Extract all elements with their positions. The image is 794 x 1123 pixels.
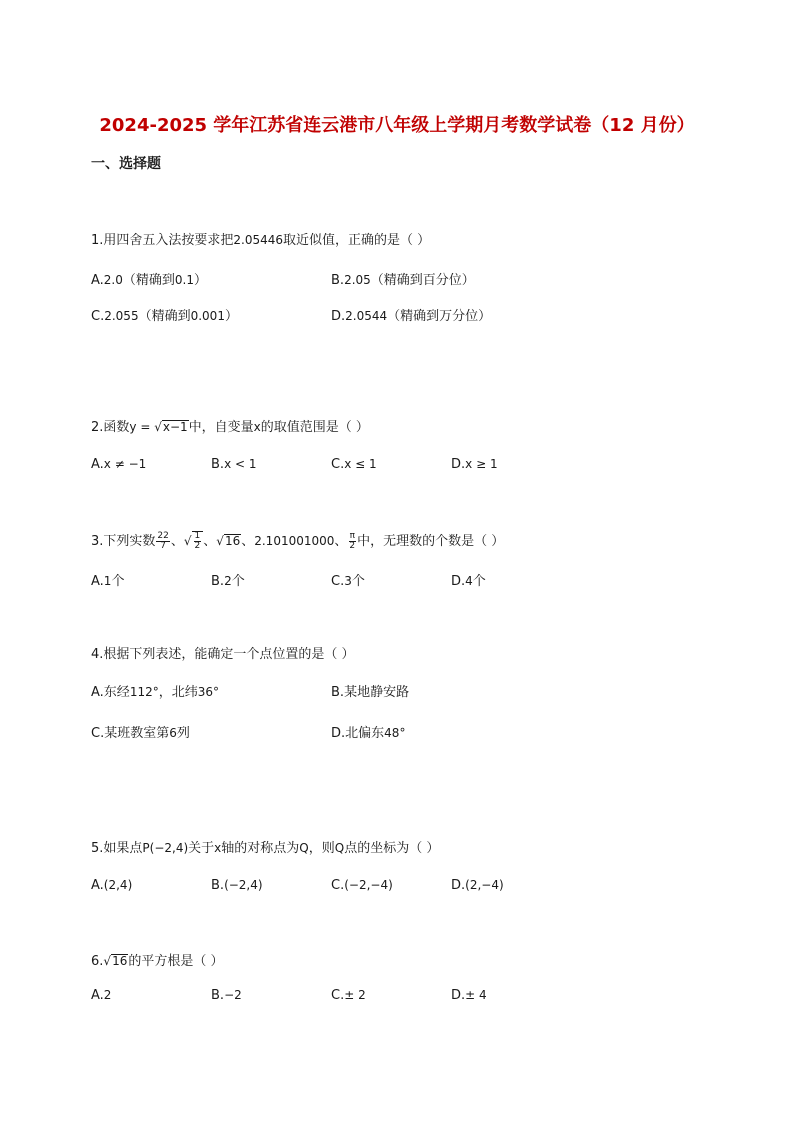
option-unit: 个 — [231, 574, 245, 589]
q2-math-lhs: y = — [129, 420, 155, 434]
fraction-denominator: 2 — [349, 541, 356, 551]
option-letter: D. — [331, 309, 346, 324]
q5-stem-text: 关于 — [188, 841, 215, 856]
q2-stem-prefix: 2.函数 — [91, 420, 130, 435]
question-2: 2.函数y = √x−1中，自变量x的取值范围是（ ） — [91, 420, 369, 435]
q2-radicand: x−1 — [162, 420, 188, 434]
q2-variable: x — [253, 420, 261, 434]
fraction-numerator: π — [349, 531, 355, 541]
separator: 、 — [334, 534, 348, 549]
option-text: 东经 — [103, 685, 130, 700]
q2-option-d[interactable] — [451, 457, 498, 472]
q2-stem-suffix: 的取值范围是（ ） — [260, 420, 369, 435]
q6-option-a[interactable] — [91, 988, 111, 1003]
q5-option-d[interactable] — [451, 878, 504, 893]
q4-option-d[interactable] — [331, 722, 405, 741]
separator: 、 — [170, 534, 184, 549]
separator: 、 — [203, 534, 217, 549]
fraction-numerator: 22 — [157, 531, 169, 541]
root-16: 16 — [224, 534, 241, 548]
q3-option-d[interactable] — [451, 570, 486, 589]
option-letter: C. — [91, 726, 105, 741]
option-value: 2 — [103, 988, 112, 1002]
option-value: 1 — [103, 574, 112, 588]
q5-stem-text: 轴的对称点为 — [221, 841, 300, 856]
q6-stem-prefix: 6. — [91, 954, 104, 969]
option-value: 36° — [197, 685, 220, 699]
root-of-fraction — [192, 531, 204, 551]
q1-option-c[interactable] — [91, 305, 238, 324]
option-text: 北偏东 — [345, 726, 385, 741]
option-note-end: ） — [224, 309, 238, 324]
option-note: （精确到 — [122, 273, 175, 288]
option-value: x ≠ −1 — [103, 457, 147, 471]
option-letter: B. — [211, 988, 225, 1003]
option-letter: D. — [451, 988, 466, 1003]
point-q: Q — [299, 841, 309, 855]
point-p: P(−2,4) — [142, 841, 189, 855]
option-letter: C. — [331, 457, 345, 472]
q1-option-a[interactable] — [91, 269, 207, 288]
option-value: 4 — [465, 574, 473, 588]
option-letter: B. — [331, 273, 345, 288]
q1-option-d[interactable] — [331, 305, 491, 324]
decimal-number: 2.101001000 — [254, 534, 335, 548]
q3-option-c[interactable] — [331, 570, 365, 589]
option-letter: D. — [331, 726, 346, 741]
option-value: x ≥ 1 — [465, 457, 498, 471]
option-text: ，北纬 — [158, 685, 198, 700]
option-letter: C. — [331, 878, 345, 893]
option-value: (2,4) — [103, 878, 133, 892]
q1-stem-value: 2.05446 — [233, 233, 284, 247]
q5-stem-prefix: 5.如果点 — [91, 841, 143, 856]
separator: 、 — [241, 534, 255, 549]
option-letter: D. — [451, 457, 466, 472]
option-letter: B. — [211, 878, 225, 893]
option-letter: C. — [331, 574, 345, 589]
option-value: 2.055 — [104, 309, 139, 323]
q3-option-b[interactable] — [211, 570, 245, 589]
option-value: (2,−4) — [465, 878, 504, 892]
q5-option-a[interactable] — [91, 878, 132, 893]
fraction-numerator: 1 — [194, 531, 201, 541]
option-value: ± 2 — [344, 988, 366, 1002]
question-6: 6.√16的平方根是（ ） — [91, 954, 224, 969]
option-value: x ≤ 1 — [344, 457, 377, 471]
option-letter: B. — [331, 685, 345, 700]
option-letter: D. — [451, 878, 466, 893]
fraction-22-7 — [156, 532, 169, 551]
option-unit: 个 — [472, 574, 486, 589]
option-note-value: 0.001 — [190, 309, 225, 323]
point-q: Q — [334, 841, 345, 855]
option-letter: A. — [91, 685, 104, 700]
q2-option-b[interactable] — [211, 457, 256, 472]
option-value: 6 — [169, 726, 177, 740]
option-text: 列 — [176, 726, 190, 741]
question-3: 3.下列实数 $\frac{22}{7}$ 、√ $\frac{1}{2}$ 、√16、2.101001000、 $\frac{\pi}{2}$ 中，无理数的个数是（ ） — [91, 531, 505, 551]
q3-stem-prefix: 3.下列实数 — [91, 534, 156, 549]
option-value: 48° — [384, 726, 406, 740]
option-note: （精确到 — [138, 309, 191, 324]
option-text: 某地静安路 — [344, 685, 410, 700]
q2-option-c[interactable] — [331, 457, 377, 472]
q6-option-b[interactable] — [211, 988, 242, 1003]
q4-option-c[interactable] — [91, 722, 190, 741]
option-value: 2.0544 — [345, 309, 388, 323]
fraction-denominator: 7 — [160, 541, 166, 551]
root-16: 16 — [112, 954, 128, 968]
q1-stem-prefix: 1.用四舍五入法按要求把 — [91, 233, 234, 248]
option-value: 2 — [224, 574, 232, 588]
option-value: 2.0 — [103, 273, 123, 287]
fraction-pi-2 — [348, 532, 356, 551]
q2-option-a[interactable] — [91, 457, 146, 472]
option-letter: C. — [91, 309, 105, 324]
q5-stem-suffix: 点的坐标为（ ） — [344, 841, 440, 856]
option-value: 2.05 — [344, 273, 371, 287]
q6-option-d[interactable] — [451, 988, 487, 1003]
q2-stem-mid: 中，自变量 — [188, 420, 254, 435]
option-value: ± 4 — [465, 988, 487, 1002]
q5-stem-text: ，则 — [308, 841, 335, 856]
option-unit: 个 — [111, 574, 125, 589]
option-letter: D. — [451, 574, 466, 589]
option-note: （精确到万分位） — [387, 309, 492, 324]
option-letter: A. — [91, 457, 104, 472]
option-value: x < 1 — [224, 457, 257, 471]
option-letter: A. — [91, 273, 104, 288]
option-value: 112° — [129, 685, 159, 699]
q6-stem-suffix: 的平方根是（ ） — [128, 954, 224, 969]
option-text: 某班教室第 — [104, 726, 170, 741]
question-1 — [91, 229, 430, 248]
q1-stem-suffix: 取近似值，正确的是（ ） — [283, 233, 431, 248]
option-letter: A. — [91, 574, 104, 589]
option-value: −2 — [224, 988, 242, 1002]
option-value: (−2,4) — [224, 878, 263, 892]
option-letter: A. — [91, 988, 104, 1003]
option-letter: A. — [91, 878, 104, 893]
q4-option-a[interactable] — [91, 681, 219, 700]
option-note-end: ） — [194, 273, 208, 288]
q4-option-b[interactable] — [331, 681, 409, 700]
q5-option-b[interactable] — [211, 878, 263, 893]
q5-option-c[interactable] — [331, 878, 393, 893]
question-5 — [91, 837, 439, 856]
option-unit: 个 — [351, 574, 365, 589]
option-value: 3 — [344, 574, 352, 588]
option-letter: B. — [211, 457, 225, 472]
question-4: 4.根据下列表述，能确定一个点位置的是（ ） — [91, 647, 355, 662]
option-note-value: 0.1 — [174, 273, 194, 287]
axis-var: x — [214, 841, 222, 855]
q6-option-c[interactable] — [331, 988, 366, 1003]
option-value: (−2,−4) — [344, 878, 393, 892]
option-letter: B. — [211, 574, 225, 589]
option-letter: C. — [331, 988, 345, 1003]
fraction-denominator: 2 — [194, 541, 201, 551]
q3-stem-suffix: 中，无理数的个数是（ ） — [357, 534, 505, 549]
option-note: （精确到百分位） — [370, 273, 475, 288]
exam-title: 2024-2025 学年江苏省连云港市八年级上学期月考数学试卷（12 月份） — [99, 115, 695, 136]
section-heading: 一、选择题 — [91, 156, 161, 172]
q1-option-b[interactable] — [331, 269, 475, 288]
q3-option-a[interactable] — [91, 570, 124, 589]
